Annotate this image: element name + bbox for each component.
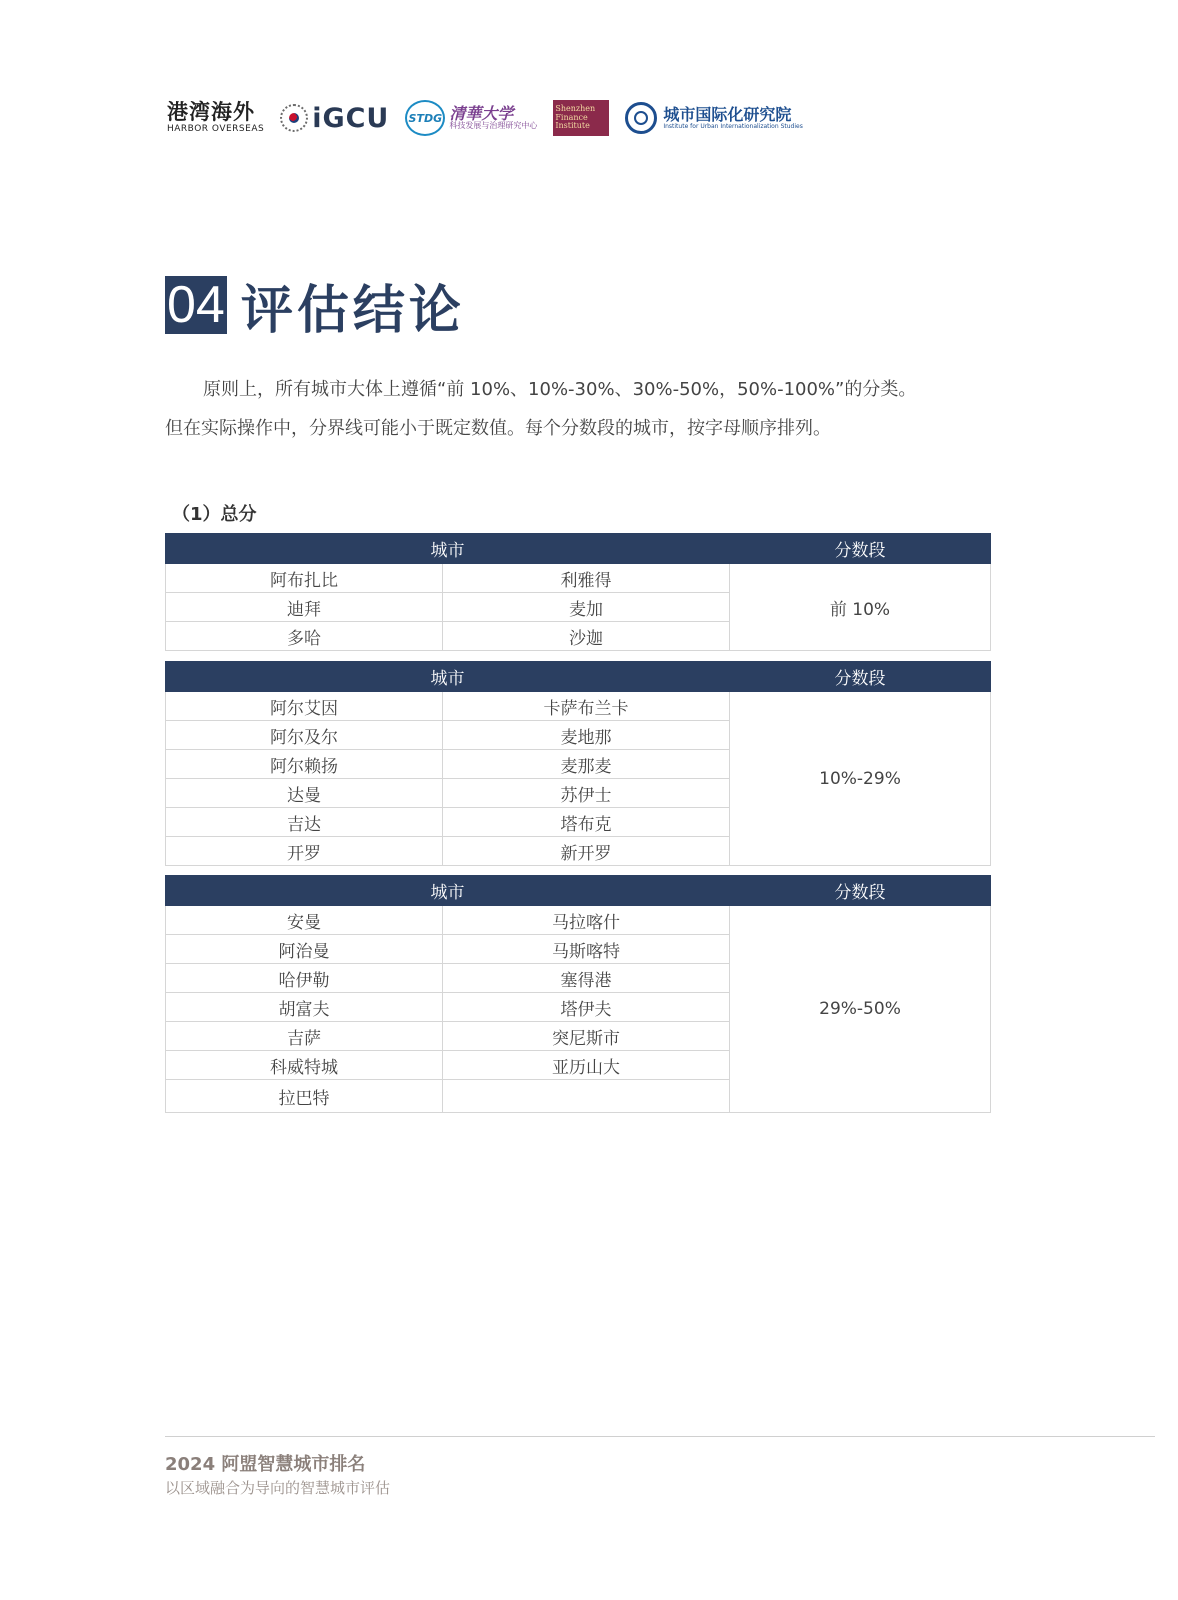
stdg-emblem-icon (405, 100, 445, 136)
igcu-logo (280, 103, 389, 134)
city-cell: 苏伊士 (443, 779, 730, 808)
city-cell: 阿布扎比 (166, 564, 443, 593)
section-heading (165, 274, 465, 341)
city-cell: 阿尔艾因 (166, 692, 443, 721)
city-cell: 拉巴特 (166, 1080, 443, 1113)
footer-divider (165, 1436, 1155, 1437)
city-cell: 阿尔赖扬 (166, 750, 443, 779)
table-header-row (166, 662, 991, 692)
city-cell: 多哈 (166, 622, 443, 651)
city-cell: 沙迦 (443, 622, 730, 651)
city-cell: 麦那麦 (443, 750, 730, 779)
city-cell: 吉萨 (166, 1022, 443, 1051)
intro-text (165, 370, 995, 448)
header-city: 城市 (166, 662, 730, 692)
city-cell: 马斯喀特 (443, 935, 730, 964)
ranking-table-29-50 (165, 875, 991, 1113)
sfi-logo-text: Shenzhen Finance Institute (555, 104, 596, 131)
city-cell: 开罗 (166, 837, 443, 866)
segment-cell: 10%-29% (730, 692, 991, 866)
stdg-logo (405, 100, 537, 136)
city-cell: 安曼 (166, 906, 443, 935)
stdg-mark-text: STDG (408, 111, 443, 125)
city-cell: 哈伊勒 (166, 964, 443, 993)
city-cell-empty (443, 1080, 730, 1113)
city-cell: 迪拜 (166, 593, 443, 622)
city-cell: 塔布克 (443, 808, 730, 837)
table-header-row (166, 876, 991, 906)
igcu-logo-text: iGCU (312, 102, 390, 134)
shenzhen-finance-institute-logo (553, 100, 609, 136)
city-cell: 阿治曼 (166, 935, 443, 964)
header-segment: 分数段 (730, 662, 991, 692)
city-cell: 麦地那 (443, 721, 730, 750)
harbor-logo-cn: 港湾海外 (167, 100, 255, 124)
segment-cell: 前 10% (730, 564, 991, 651)
city-cell: 阿尔及尔 (166, 721, 443, 750)
harbor-logo-en: HARBOR OVERSEAS (167, 124, 265, 134)
tsinghua-logo-text: 清華大学 (449, 103, 514, 123)
segment-cell: 29%-50% (730, 906, 991, 1113)
city-cell: 科威特城 (166, 1051, 443, 1080)
section-title: 评估结论 (240, 280, 465, 341)
header-city: 城市 (166, 876, 730, 906)
city-cell: 塞得港 (443, 964, 730, 993)
table-row (166, 692, 991, 721)
city-cell: 吉达 (166, 808, 443, 837)
city-cell: 马拉喀什 (443, 906, 730, 935)
iuis-emblem-icon (625, 102, 657, 134)
footer-title: 2024 阿盟智慧城市排名 (165, 1454, 366, 1475)
ranking-table-top-10 (165, 533, 991, 651)
intro-paragraph-1: 原则上，所有城市大体上遵循“前 10%、10%-30%、30%-50%，50%-100%”的分类。 (203, 379, 917, 400)
table-row (166, 564, 991, 593)
footer-subtitle: 以区域融合为导向的智慧城市评估 (165, 1479, 391, 1497)
city-cell: 胡富夫 (166, 993, 443, 1022)
city-cell: 亚历山大 (443, 1051, 730, 1080)
city-cell: 麦加 (443, 593, 730, 622)
stdg-center-name: 科技发展与治理研究中心 (449, 121, 538, 131)
city-cell: 利雅得 (443, 564, 730, 593)
city-cell: 达曼 (166, 779, 443, 808)
iuis-logo-en: Institute for Urban Internationalization Studies (663, 122, 803, 130)
igcu-emblem-icon (280, 104, 308, 132)
header-segment: 分数段 (730, 876, 991, 906)
ranking-table-10-29 (165, 661, 991, 866)
intro-paragraph-2: 但在实际操作中，分界线可能小于既定数值。每个分数段的城市，按字母顺序排列。 (165, 418, 831, 439)
iuis-logo-cn: 城市国际化研究院 (663, 104, 792, 124)
harbor-overseas-logo (167, 102, 264, 134)
header-city: 城市 (166, 534, 730, 564)
table-header-row (166, 534, 991, 564)
subsection-label: （1）总分 (172, 504, 257, 525)
city-cell: 塔伊夫 (443, 993, 730, 1022)
city-cell: 卡萨布兰卡 (443, 692, 730, 721)
stdg-text-block (449, 105, 537, 131)
partner-logos (167, 96, 803, 140)
city-cell: 新开罗 (443, 837, 730, 866)
city-cell: 突尼斯市 (443, 1022, 730, 1051)
section-number: 04 (167, 276, 225, 334)
iuis-logo (625, 102, 802, 134)
table-row (166, 906, 991, 935)
iuis-text-block (663, 106, 802, 130)
header-segment: 分数段 (730, 534, 991, 564)
